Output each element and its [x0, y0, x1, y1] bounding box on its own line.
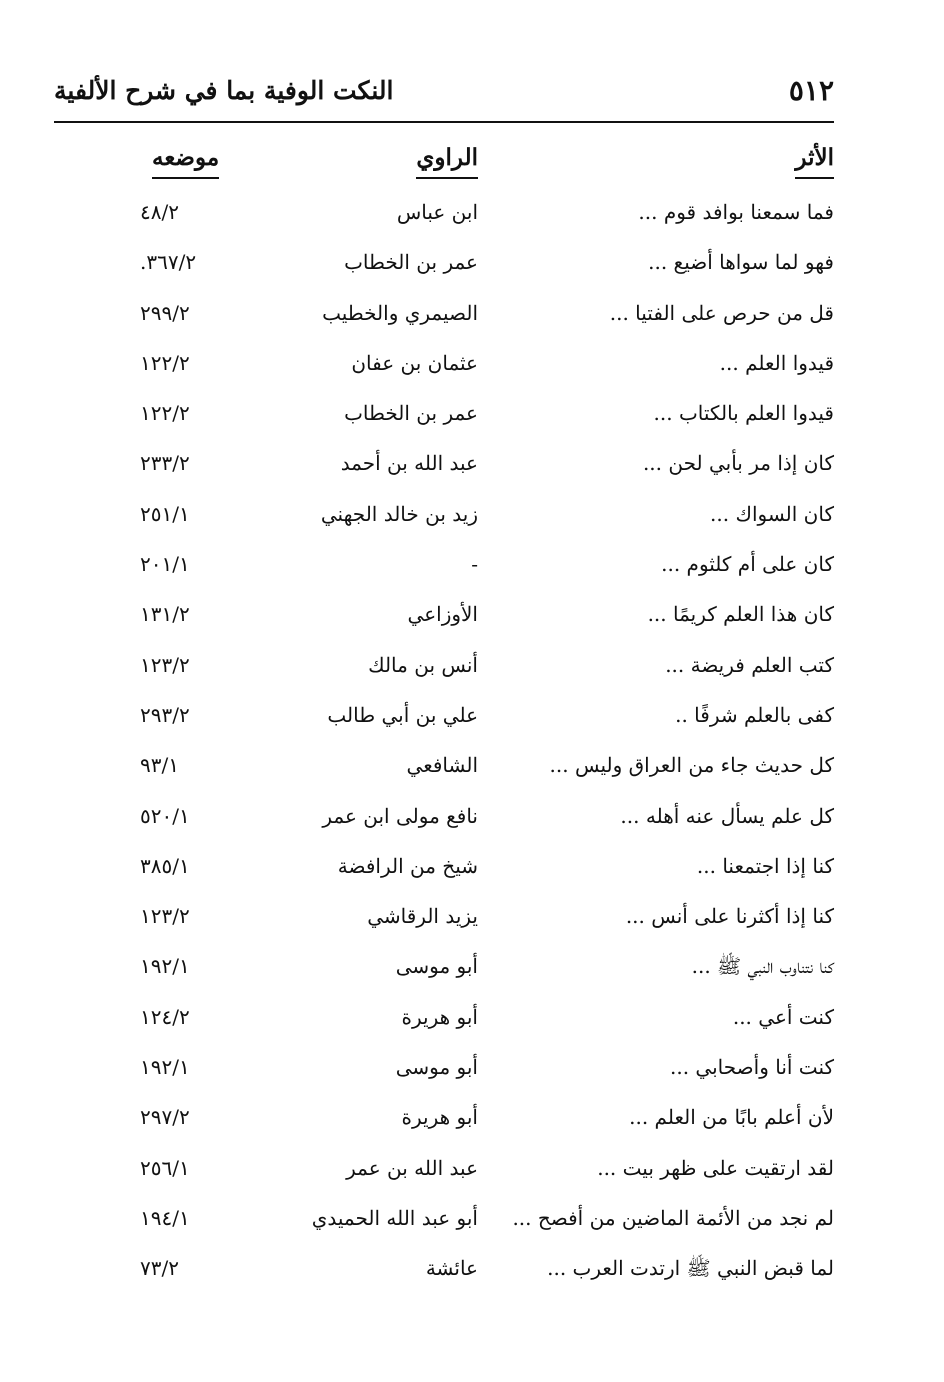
mawdi-cell: ١٩٢/١ [140, 1055, 190, 1080]
rawi-cell: أبو عبد الله الحميدي [311, 1205, 478, 1230]
mawdi-cell: ٣٦٧/٢. [140, 250, 197, 275]
mawdi-cell: ٧٣/٢ [140, 1256, 179, 1281]
rawi-cell: الصيمري والخطيب [322, 300, 478, 325]
mawdi-cell: ١٣١/٢ [140, 602, 190, 627]
table-row [54, 196, 834, 246]
athar-cell: فما سمعنا بوافد قوم ... [638, 200, 834, 224]
table-row [54, 1101, 834, 1151]
mawdi-cell: ١٩٤/١ [140, 1205, 190, 1230]
column-header-rawi: الراوي [416, 144, 478, 179]
athar-cell: قيدوا العلم بالكتاب ... [653, 401, 834, 426]
page-number: ٥١٢ [788, 73, 834, 107]
table-row [54, 548, 834, 598]
rawi-cell: نافع مولى ابن عمر [322, 803, 478, 828]
mawdi-cell: ٢٥٦/١ [140, 1155, 190, 1180]
table-row [54, 699, 834, 749]
mawdi-cell: ٩٣/١ [140, 753, 179, 778]
table-row [54, 800, 834, 850]
table-row [54, 297, 834, 347]
athar-cell: كنا إذا اجتمعنا ... [696, 853, 834, 878]
table-row [54, 850, 834, 900]
rawi-cell: ابن عباس [396, 200, 478, 224]
athar-cell: كان السواك ... [710, 501, 834, 526]
mawdi-cell: ٤٨/٢ [140, 200, 179, 224]
rawi-cell: أبو هريرة [401, 1004, 478, 1029]
athar-cell: كنا نتناوب النبي ﷺ ... [691, 954, 834, 979]
rawi-cell: عمر بن الخطاب [344, 250, 478, 275]
table-row [54, 900, 834, 950]
column-header-athar: الأثر [795, 144, 834, 179]
table-row [54, 246, 834, 296]
athar-cell: لما قبض النبي ﷺ ارتدت العرب ... [547, 1256, 834, 1281]
athar-cell: لأن أعلم بابًا من العلم ... [629, 1105, 834, 1130]
athar-cell: كان على أم كلثوم ... [661, 552, 834, 577]
rawi-cell: شيخ من الرافضة [337, 853, 478, 878]
table-row [54, 347, 834, 397]
table-row [54, 950, 834, 1000]
table-row [54, 649, 834, 699]
mawdi-cell: ٢٩٣/٢ [140, 702, 190, 727]
rawi-cell: أبو موسى [395, 1055, 478, 1080]
rawi-cell: زيد بن خالد الجهني [320, 501, 478, 526]
rawi-cell: أبو هريرة [401, 1105, 478, 1130]
rawi-cell: علي بن أبي طالب [327, 702, 478, 727]
athar-cell: كتب العلم فريضة ... [665, 652, 834, 677]
rawi-cell: الشافعي [406, 753, 478, 778]
mawdi-cell: ٢٥١/١ [140, 501, 190, 526]
rawi-cell: أبو موسى [395, 954, 478, 979]
running-header [54, 70, 834, 110]
rawi-cell: الأوزاعي [407, 602, 478, 627]
table-row [54, 498, 834, 548]
mawdi-cell: ١٢٣/٢ [140, 904, 190, 929]
table-row [54, 749, 834, 799]
table-row [54, 1252, 834, 1302]
rawi-cell: يزيد الرقاشي [367, 904, 478, 929]
rawi-cell: عمر بن الخطاب [344, 401, 478, 426]
header-rule [54, 121, 834, 123]
book-title: النكت الوفية بما في شرح الألفية [54, 75, 394, 105]
athar-cell: قل من حرص على الفتيا ... [609, 300, 834, 325]
mawdi-cell: ٢٩٩/٢ [140, 300, 190, 325]
rawi-cell: عائشة [425, 1256, 478, 1281]
table-row [54, 1001, 834, 1051]
rawi-cell: عبد الله بن عمر [346, 1155, 478, 1180]
athar-cell: لقد ارتقيت على ظهر بيت ... [597, 1155, 834, 1180]
table-row [54, 447, 834, 497]
rawi-cell: - [471, 552, 478, 577]
athar-cell: كنت أعي ... [732, 1004, 834, 1029]
mawdi-cell: ٣٨٥/١ [140, 853, 190, 878]
athar-cell: كفى بالعلم شرفًا .. [675, 702, 834, 727]
mawdi-cell: ٥٢٠/١ [140, 803, 190, 828]
table-row [54, 397, 834, 447]
column-header-mawdi: موضعه [152, 144, 219, 179]
athar-cell: كان هذا العلم كريمًا ... [647, 602, 834, 627]
athar-cell: كل علم يسأل عنه أهله ... [620, 803, 834, 828]
athar-cell: كل حديث جاء من العراق وليس ... [549, 753, 834, 778]
table-header-row [54, 144, 834, 188]
index-table [54, 196, 834, 1303]
table-row [54, 598, 834, 648]
athar-cell: قيدوا العلم ... [719, 350, 834, 375]
athar-cell: كان إذا مر بأبي لحن ... [642, 451, 834, 476]
mawdi-cell: ١٩٢/١ [140, 954, 190, 979]
mawdi-cell: ١٢٢/٢ [140, 350, 190, 375]
rawi-cell: أنس بن مالك [368, 652, 478, 677]
mawdi-cell: ١٢٢/٢ [140, 401, 190, 426]
mawdi-cell: ٢٣٣/٢ [140, 451, 190, 476]
mawdi-cell: ١٢٤/٢ [140, 1004, 190, 1029]
athar-cell: لم نجد من الأئمة الماضين من أفصح ... [512, 1205, 834, 1230]
athar-cell: كنا إذا أكثرنا على أنس ... [625, 904, 834, 929]
mawdi-cell: ١٢٣/٢ [140, 652, 190, 677]
table-row [54, 1202, 834, 1252]
rawi-cell: عبد الله بن أحمد [340, 451, 478, 476]
athar-cell: فهو لما سواها أضيع ... [648, 250, 834, 275]
rawi-cell: عثمان بن عفان [351, 350, 478, 375]
athar-cell: كنت أنا وأصحابي ... [670, 1055, 834, 1080]
mawdi-cell: ٢٩٧/٢ [140, 1105, 190, 1130]
table-row [54, 1051, 834, 1101]
table-row [54, 1152, 834, 1202]
mawdi-cell: ٢٠١/١ [140, 552, 190, 577]
